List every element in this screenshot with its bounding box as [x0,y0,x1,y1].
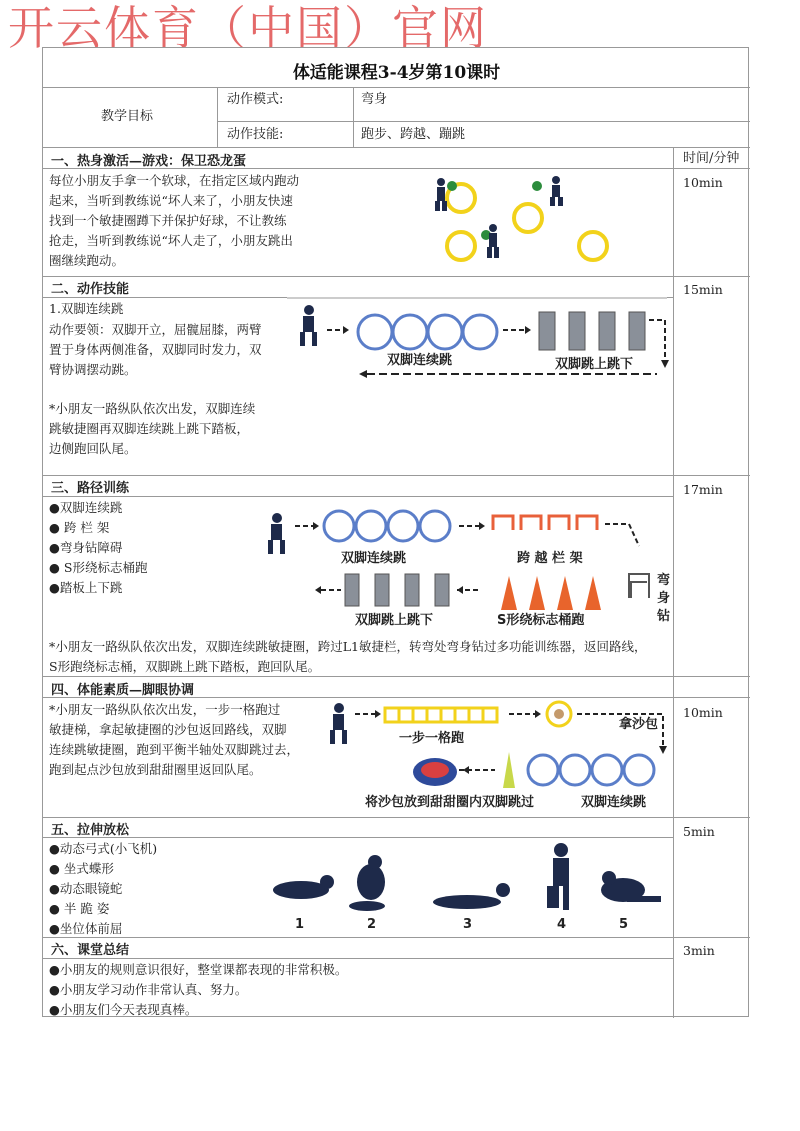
section-2-time: 15min [683,282,723,297]
jump-route-diagram [287,298,673,388]
watermark-text: 开云体育（中国）官网 [8,1,488,55]
lesson-plan-table [42,47,749,1017]
section-3-title: 三、路径训练 [51,481,130,496]
section-5-bullets: ●动态弓式(小飞机) ● 坐式蝶形 ●动态眼镜蛇 ● 半 跪 姿 ●坐位体前屈 [49,841,158,936]
fig3-label-7: S形绕标志桶跑 [497,613,585,628]
section-2-title: 二、动作技能 [51,282,130,297]
fig4-label-4: 双脚连续跳 [581,795,647,810]
section-1-title: 一、热身激活—游戏：保卫恐龙蛋 [51,154,247,169]
section-3-note: *小朋友一路纵队依次出发，双脚连续跳敏捷圈，跨过L1敏捷栏，转弯处弯身钻过多功能训练器，返回路线， S形跑绕标志桶，双脚跳上跳下踏板，跑回队尾。 [49,639,647,674]
section-6-bullets: ●小朋友的规则意识很好，整堂课都表现的非常积极。 ●小朋友学习动作非常认真、努力。 ●小朋友们今天表现真棒。 [49,962,348,1017]
stretch-number-5: 5 [619,917,629,932]
section-1-time: 10min [683,175,723,190]
pattern-label: 动作模式: [227,92,284,107]
stretch-poses-illustration [257,840,667,934]
section-4-time: 10min [683,705,723,720]
section-1-text: 每位小朋友手拿一个软球，在指定区域内跑动 起来，当听到教练说“坏人来了，小朋友快速 找到一个敏捷圈蹲下并保护好球，不让教练 抢走，当听到教练说“坏人走了，小朋友跳出 圈继续跑动。 [49,173,300,268]
fig3-label-4: 身 [657,591,671,606]
coordination-diagram [319,700,669,810]
section-5-title: 五、拉伸放松 [51,823,130,838]
section-4-title: 四、体能素质—脚眼协调 [51,683,195,698]
fig3-label-2: 跨 越 栏 架 [517,551,583,566]
goal-label: 教学目标 [101,109,154,124]
section-2-sub: 1.双脚连续跳 [49,301,124,316]
section-3-time: 17min [683,482,723,497]
fig3-label-5: 钻 [657,609,671,624]
pattern-value: 弯身 [361,92,388,107]
section-6-time: 3min [683,943,715,958]
stretch-number-3: 3 [463,917,473,932]
stretch-number-1: 1 [295,917,305,932]
skill-value: 跑步、跨越、蹦跳 [361,127,466,142]
section-4-text: *小朋友一路纵队依次出发，一步一格跑过 敏捷梯，拿起敏捷圈的沙包返回路线，双脚 连续跳敏捷圈，跑到平衡半轴处双脚跳过去， 跑到起点沙包放到甜甜圈里返回队尾。 [49,702,300,777]
section-3-bullets: ●双脚连续跳 ● 跨 栏 架 ●弯身钻障碍 ● S形绕标志桶跑 ●踏板上下跳 [49,500,148,595]
stretch-number-2: 2 [367,917,377,932]
section-2-note: *小朋友一路纵队依次出发，双脚连续 跳敏捷圈再双脚连续跳上跳下踏板， 边侧跑回队尾。 [49,401,256,456]
fig2-label-1: 双脚连续跳 [387,353,453,368]
hoop-game-illustration [413,176,613,272]
page-title: 体适能课程3-4岁第10课时 [292,63,501,83]
section-2-text: 动作要领：双脚开立，屈髋屈膝，两臂 置于身体两侧准备，双脚同时发力，双 臂协调摆动跳。 [49,322,262,377]
stretch-number-4: 4 [557,917,567,932]
fig2-label-2: 双脚跳上跳下 [555,357,634,372]
fig4-label-1: 一步一格跑 [399,731,465,746]
section-6-title: 六、课堂总结 [51,943,130,958]
section-5-time: 5min [683,824,715,839]
fig3-label-1: 双脚连续跳 [341,551,407,566]
fig3-label-3: 弯 [657,573,671,588]
fig4-label-2: 拿沙包 [619,717,659,732]
fig4-label-3: 将沙包放到甜甜圈内双脚跳过 [365,795,535,810]
fig3-label-6: 双脚跳上跳下 [355,613,434,628]
skill-label: 动作技能: [227,127,284,142]
time-header: 时间/分钟 [683,151,740,166]
path-training-diagram [257,506,671,630]
